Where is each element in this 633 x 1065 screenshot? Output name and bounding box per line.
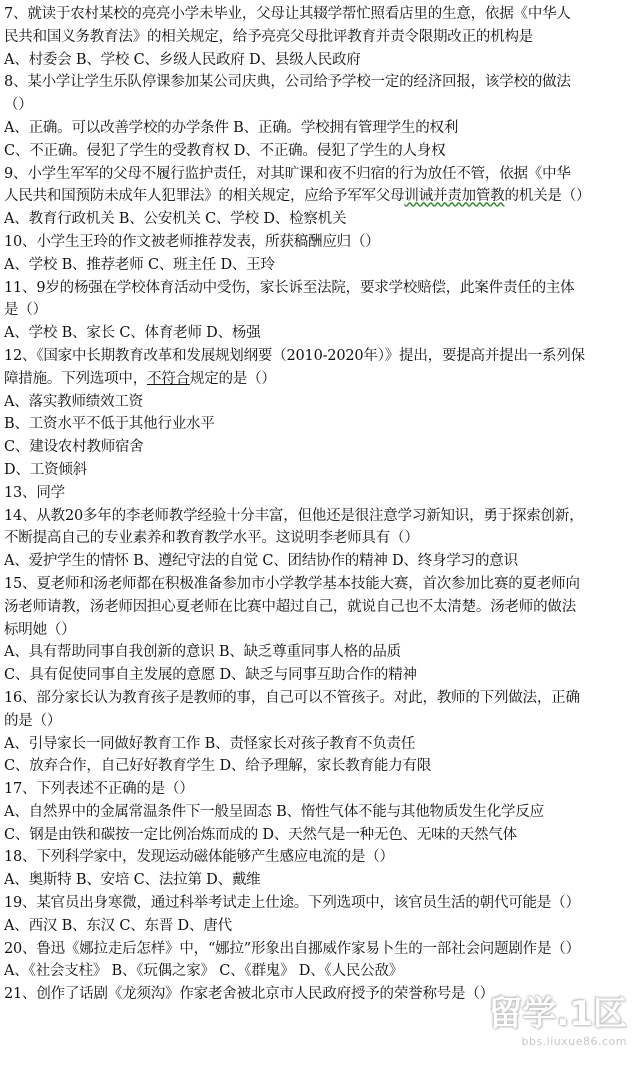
- text-line: [4, 869, 629, 892]
- text-line: [4, 778, 629, 801]
- line-text: A、自然界中的金属常温条件下一般呈固态 B、惰性气体不能与其他物质发生化学反应: [4, 803, 544, 820]
- text-line: [4, 26, 629, 49]
- line-text: 是（）: [4, 302, 47, 319]
- line-text: C、钢是由铁和碳按一定比例冶炼而成的 D、天然气是一种无色、无味的天然气体: [4, 826, 517, 843]
- line-text: 12、《国家中长期教育改革和发展规划纲要（2010-2020年）》提出，要提高并提出一系列保: [4, 347, 585, 364]
- watermark-logo-text: 留学.1区: [488, 994, 627, 1034]
- line-text: A、奥斯特 B、安培 C、法拉第 D、戴维: [4, 872, 261, 889]
- line-text: 10、小学生王玲的作文被老师推荐发表，所获稿酬应归（）: [4, 233, 380, 250]
- line-text: A、引导家长一同做好教育工作 B、责怪家长对孩子教育不负责任: [4, 735, 416, 752]
- line-text: A、学校 B、推荐老师 C、班主任 D、王玲: [4, 256, 275, 273]
- text-line: [4, 733, 629, 756]
- line-text: 17、下列表述不正确的是（）: [4, 781, 194, 798]
- site-watermark: [467, 993, 627, 1061]
- line-text: B、工资水平不低于其他行业水平: [4, 416, 215, 433]
- text-line: [4, 892, 629, 915]
- text-line: [4, 140, 629, 163]
- text-line: [4, 3, 629, 26]
- line-text: 21、创作了话剧《龙须沟》作家老舍被北京市人民政府授予的荣誉称号是（）: [4, 986, 494, 1003]
- line-text: 8、某小学让学生乐队停课参加某公司庆典，公司给予学校一定的经济回报，该学校的做法: [4, 74, 571, 91]
- line-text: 15、夏老师和汤老师都在积极准备参加市小学教学基本技能大赛，首次参加比赛的夏老师向: [4, 575, 580, 592]
- line-text: A、村委会 B、学校 C、乡级人民政府 D、县级人民政府: [4, 51, 361, 68]
- line-text: A、落实教师绩效工资: [4, 393, 143, 410]
- line-text: 民共和国义务教育法》的相关规定，给予亮亮父母批评教育并责令限期改正的机构是: [4, 28, 534, 45]
- text-line: [4, 619, 629, 642]
- question-document: [4, 3, 629, 1006]
- text-line: [4, 208, 629, 231]
- line-text: 的机关是（）: [504, 188, 591, 205]
- watermark-url: bbs.liuxue86.com: [521, 1035, 627, 1048]
- line-text: 11、9岁的杨强在学校体育活动中受伤，家长诉至法院，要求学校赔偿，此案件责任的主体: [4, 279, 575, 296]
- line-text: 汤老师请教，汤老师因担心夏老师在比赛中超过自己，就说自己也不太清楚。汤老师的做法: [4, 598, 576, 615]
- text-line: [4, 915, 629, 938]
- text-line: [4, 368, 629, 391]
- text-line: [4, 687, 629, 710]
- underlined-text: 不符合: [147, 370, 190, 387]
- line-text: A、《社会支柱》 B、《玩偶之家》 C、《群鬼》 D、《人民公敌》: [4, 963, 404, 980]
- line-text: A、学校 B、家长 C、体育老师 D、杨强: [4, 325, 261, 342]
- line-text: A、具有帮助同事自我创新的意识 B、缺乏尊重同事人格的品质: [4, 644, 401, 661]
- line-text: C、具有促使同事自主发展的意愿 D、缺乏与同事互助合作的精神: [4, 667, 417, 684]
- text-line: [4, 550, 629, 573]
- text-line: [4, 938, 629, 961]
- text-line: [4, 824, 629, 847]
- line-text: C、不正确。侵犯了学生的受教育权 D、不正确。侵犯了学生的人身权: [4, 142, 446, 159]
- text-line: [4, 755, 629, 778]
- line-text: A、西汉 B、东汉 C、东晋 D、唐代: [4, 917, 232, 934]
- text-line: [4, 71, 629, 94]
- line-text: A、教育行政机关 B、公安机关 C、学校 D、检察机关: [4, 211, 347, 228]
- line-text: 16、部分家长认为教育孩子是教师的事，自己可以不管孩子。对此，教师的下列做法，正确: [4, 689, 580, 706]
- line-text: 18、下列科学家中，发现运动磁体能够产生感应电流的是（）: [4, 849, 394, 866]
- text-line: [4, 185, 629, 208]
- text-line: [4, 299, 629, 322]
- text-line: [4, 505, 629, 528]
- line-text: 不断提高自己的专业素养和教育教学水平。这说明李老师具有（）: [4, 530, 419, 547]
- line-text: 13、同学: [4, 484, 65, 501]
- text-line: [4, 345, 629, 368]
- text-line: [4, 641, 629, 664]
- text-line: [4, 710, 629, 733]
- line-text: 规定的是（）: [189, 370, 276, 387]
- line-text: 19、某官员出身寒微，通过科举考试走上仕途。下列选项中，该官员生活的朝代可能是（）: [4, 895, 580, 912]
- line-text: C、放弃合作，自己好好教育学生 D、给予理解，家长教育能力有限: [4, 758, 432, 775]
- text-line: [4, 163, 629, 186]
- text-line: [4, 960, 629, 983]
- line-text: 障措施。下列选项中，: [4, 370, 147, 387]
- text-line: [4, 277, 629, 300]
- line-text: 20、鲁迅《娜拉走后怎样》中，“娜拉”形象出自挪威作家易卜生的一部社会问题剧作是（）: [4, 940, 580, 957]
- line-text: 的是（）: [4, 712, 62, 729]
- text-line: [4, 527, 629, 550]
- text-line: [4, 231, 629, 254]
- line-text: 7、就读于农村某校的亮亮小学未毕业，父母让其辍学帮忙照看店里的生意，依据《中华人: [4, 6, 571, 22]
- line-text: （）: [4, 97, 33, 114]
- text-line: [4, 664, 629, 687]
- line-text: A、正确。可以改善学校的办学条件 B、正确。学校拥有管理学生的权利: [4, 119, 459, 136]
- line-text: 人民共和国预防未成年人犯罪法》的相关规定，应给予军军父母: [4, 188, 405, 205]
- line-text: D、工资倾斜: [4, 461, 87, 478]
- text-line: [4, 117, 629, 140]
- line-text: 9、小学生军军的父母不履行监护责任，对其旷课和夜不归宿的行为放任不管，依据《中华: [4, 165, 571, 182]
- text-line: [4, 436, 629, 459]
- line-text: 14、从教20多年的李老师教学经验十分丰富，但他还是很注意学习新知识，勇于探索创新，: [4, 507, 584, 524]
- text-line: [4, 596, 629, 619]
- line-text: 标明她（）: [4, 621, 76, 638]
- marked-text: 训诫并责加管教: [404, 188, 505, 205]
- text-line: [4, 391, 629, 414]
- text-line: [4, 573, 629, 596]
- text-line: [4, 49, 629, 72]
- text-line: [4, 459, 629, 482]
- text-line: [4, 254, 629, 277]
- text-line: [4, 846, 629, 869]
- line-text: C、建设农村教师宿舍: [4, 439, 144, 456]
- text-line: [4, 801, 629, 824]
- text-line: [4, 322, 629, 345]
- text-line: [4, 94, 629, 117]
- text-line: [4, 482, 629, 505]
- text-line: [4, 413, 629, 436]
- line-text: A、爱护学生的情怀 B、遵纪守法的自觉 C、团结协作的精神 D、终身学习的意识: [4, 553, 518, 570]
